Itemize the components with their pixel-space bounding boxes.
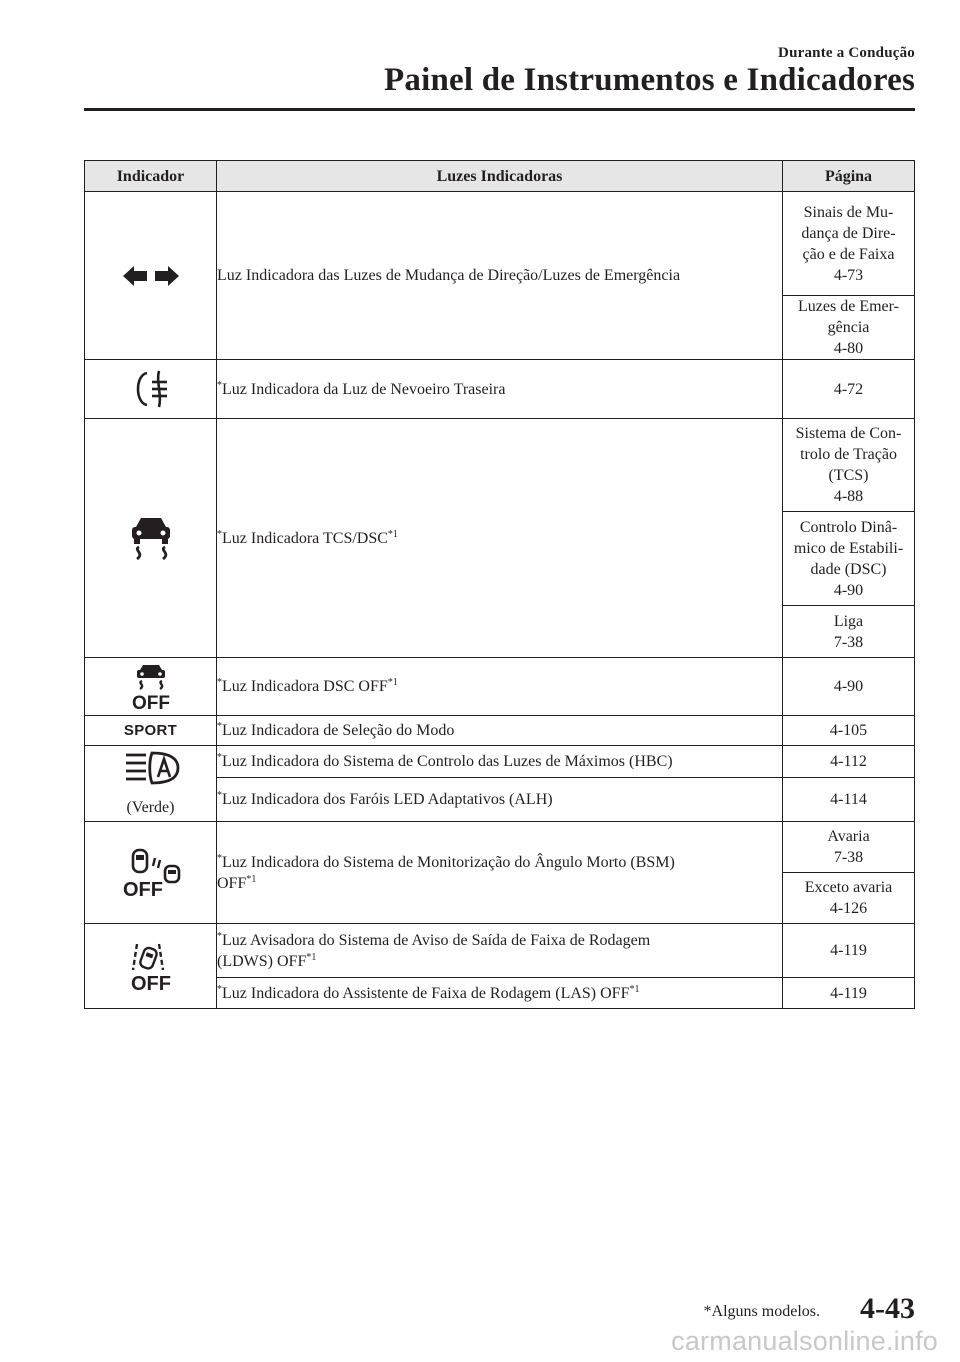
row-description: Luz Indicadora da Luz de Nevoeiro Traseira [222, 380, 506, 398]
page-reference: 4-112 [783, 746, 915, 778]
table-row: *Luz Indicadora TCS/DSC$^{*1}$ Sistema de Con- trolo de Tração (TCS) 4-88 [85, 419, 915, 512]
icon-caption: (Verde) [126, 799, 175, 816]
row-description: Luz Indicadora do Sistema de Controlo das Luzes de Máximos (HBC) [222, 753, 673, 770]
page-number: 4-43 [860, 1292, 915, 1325]
svg-text:OFF: OFF [122, 878, 163, 900]
row-description: Luz Indicadora do Assistente de Faixa de Rodagem (LAS) OFF [222, 984, 630, 1002]
column-header-lights: Luzes Indicadoras [217, 161, 783, 192]
page-reference: Sistema de Con- trolo de Tração (TCS) 4-88 [783, 419, 915, 512]
table-row: OFF *Luz Indicadora do Sistema de Monitorização do Ângulo Morto (BSM) OFF$^{*1}$ Avaria 7-38 [85, 822, 915, 873]
page-reference: 4-119 [783, 978, 915, 1009]
page-reference: Controlo Dinâ- mico de Estabili- dade (DSC) 4-90 [783, 512, 915, 606]
svg-text:OFF: OFF [131, 692, 170, 712]
page-reference: Exceto avaria 4-126 [783, 873, 915, 924]
table-row: SPORT *Luz Indicadora de Seleção do Modo 4-105 [85, 716, 915, 746]
table-row: *Luz Indicadora do Assistente de Faixa de Rodagem (LAS) OFF$^{*1}$ 4-119 [85, 978, 915, 1009]
column-header-indicator: Indicador [85, 161, 217, 192]
turn-signal-arrows-icon [121, 264, 181, 288]
row-description: Luz Indicadora do Sistema de Monitorização do Ângulo Morto (BSM) [222, 853, 675, 871]
page-reference: Sinais de Mu- dança de Dire- ção e de Faixa 4-73 [783, 192, 915, 296]
row-description: Luz Indicadora das Luzes de Mudança de Direção/Luzes de Emergência [217, 192, 783, 360]
table-row: *Luz Indicadora dos Faróis LED Adaptativos (ALH) 4-114 [85, 778, 915, 822]
bsm-off-icon [119, 846, 183, 900]
page-reference: 4-114 [783, 778, 915, 822]
page-reference: 4-119 [783, 924, 915, 978]
row-description: Luz Indicadora dos Faróis LED Adaptativos (ALH) [222, 791, 553, 808]
table-row: (Verde) *Luz Indicadora do Sistema de Controlo das Luzes de Máximos (HBC) 4-112 [85, 746, 915, 778]
svg-text:OFF: OFF [130, 973, 171, 994]
page-reference: 4-90 [783, 658, 915, 716]
table-row: OFF *Luz Indicadora DSC OFF$^{*1}$ 4-90 [85, 658, 915, 716]
auto-headlight-a-icon [122, 749, 180, 791]
table-row [85, 192, 915, 296]
table-row: *Luz Indicadora da Luz de Nevoeiro Traseira 4-72 [85, 360, 915, 419]
rear-fog-light-icon [129, 367, 173, 411]
header-rule [84, 108, 915, 111]
page-reference: Avaria 7-38 [783, 822, 915, 873]
sport-mode-label: SPORT [123, 722, 178, 739]
page-reference: 4-72 [783, 360, 915, 419]
page-reference: Luzes de Emer- gência 4-80 [783, 296, 915, 360]
indicator-table [84, 160, 915, 1009]
column-header-page: Página [783, 161, 915, 192]
row-description: Luz Indicadora TCS/DSC [222, 529, 388, 547]
row-description: Luz Indicadora de Seleção do Modo [222, 722, 455, 739]
page-reference: Liga 7-38 [783, 606, 915, 658]
tcs-dsc-car-icon [127, 513, 175, 563]
section-subtitle: Durante a Condução [778, 45, 915, 61]
table-row: OFF *Luz Avisadora do Sistema de Aviso de Saída de Faixa de Rodagem (LDWS) OFF$^{*1}$ 4-119 [85, 924, 915, 978]
footnote: *Alguns modelos. [703, 1303, 820, 1320]
lane-off-icon [125, 938, 177, 994]
page-title: Painel de Instrumentos e Indicadores [384, 62, 915, 98]
row-description: Luz Avisadora do Sistema de Aviso de Saída de Faixa de Rodagem [222, 931, 651, 949]
row-description: Luz Indicadora DSC OFF [222, 678, 388, 695]
page-reference: 4-105 [783, 716, 915, 746]
watermark: carmanualsonline.info [671, 1326, 938, 1356]
dsc-off-icon [125, 662, 177, 712]
table-header-row [85, 161, 915, 192]
